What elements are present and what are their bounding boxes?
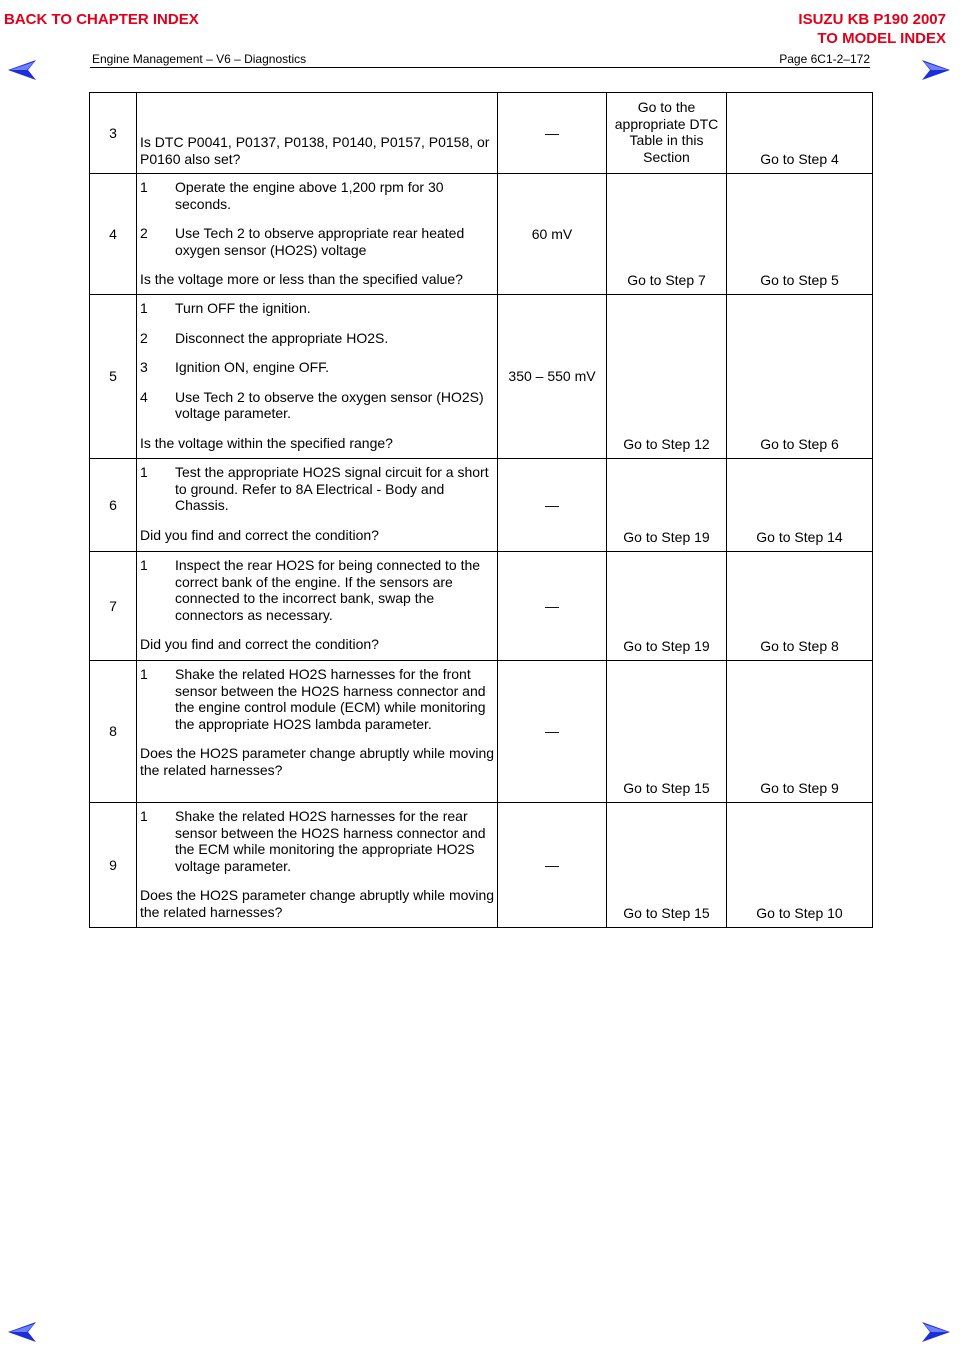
model-title[interactable]: ISUZU KB P190 2007: [798, 11, 946, 28]
to-model-index-link[interactable]: TO MODEL INDEX: [817, 30, 946, 47]
action-step: [140, 389, 495, 422]
action-step: [140, 557, 495, 623]
action-cell: [137, 552, 498, 661]
yes-action-link[interactable]: Go to Step 12: [607, 295, 727, 459]
table-row: [90, 295, 873, 459]
action-step-number: 1: [140, 557, 148, 573]
next-page-arrow-icon[interactable]: [922, 60, 950, 80]
question-text: Does the HO2S parameter change abruptly while moving the related harnesses?: [140, 887, 495, 920]
action-step-text: Disconnect the appropriate HO2S.: [175, 329, 389, 346]
action-cell: [137, 295, 498, 459]
question-text: Is DTC P0041, P0137, P0138, P0140, P0157, P0158, or P0160 also set?: [140, 134, 490, 167]
yes-action-link[interactable]: Go to Step 19: [607, 459, 727, 552]
no-action-link[interactable]: Go to Step 5: [727, 174, 873, 295]
yes-action-link[interactable]: Go to Step 19: [607, 552, 727, 661]
specified-value: —: [498, 459, 607, 552]
step-number: 4: [90, 174, 137, 295]
no-action-link[interactable]: Go to Step 6: [727, 295, 873, 459]
action-step-text: Ignition ON, engine OFF.: [175, 359, 330, 375]
action-cell: [137, 803, 498, 928]
action-step-number: 3: [140, 359, 148, 375]
document-title: Engine Management – V6 – Diagnostics: [92, 52, 307, 66]
no-action-link[interactable]: Go to Step 14: [727, 459, 873, 552]
previous-page-arrow-icon[interactable]: [8, 1322, 36, 1342]
action-step-number: 1: [140, 666, 148, 682]
table-row: [90, 661, 873, 803]
table-row: [90, 803, 873, 928]
action-step-text: Use Tech 2 to observe the oxygen sensor (HO2S) voltage parameter.: [175, 388, 484, 421]
step-number: 6: [90, 459, 137, 552]
question-text: Did you find and correct the condition?: [140, 636, 379, 652]
action-cell: [137, 93, 498, 174]
specified-value: —: [498, 803, 607, 928]
action-step: [140, 225, 495, 258]
previous-page-arrow-icon[interactable]: [8, 60, 36, 80]
action-cell: [137, 174, 498, 295]
action-cell: [137, 459, 498, 552]
action-step-text: Operate the engine above 1,200 rpm for 30 seconds.: [175, 179, 444, 212]
action-step: [140, 300, 495, 317]
no-action-link[interactable]: Go to Step 9: [727, 661, 873, 803]
diagnostic-table: [89, 92, 873, 928]
yes-action-link[interactable]: Go to the appropriate DTC Table in this Section: [607, 93, 727, 174]
action-step-number: 1: [140, 300, 148, 316]
yes-action-link[interactable]: Go to Step 15: [607, 803, 727, 928]
action-step: [140, 666, 495, 732]
step-number: 9: [90, 803, 137, 928]
question-text: Did you find and correct the condition?: [140, 526, 379, 543]
action-step-number: 2: [140, 329, 148, 346]
back-to-chapter-index-link[interactable]: BACK TO CHAPTER INDEX: [4, 11, 199, 28]
question-text: Does the HO2S parameter change abruptly while moving the related harnesses?: [140, 745, 495, 778]
action-step: [140, 464, 495, 514]
specified-value: 60 mV: [498, 174, 607, 295]
table-row: [90, 552, 873, 661]
step-number: 5: [90, 295, 137, 459]
no-action-link[interactable]: Go to Step 10: [727, 803, 873, 928]
specified-value: 350 – 550 mV: [498, 295, 607, 459]
action-step-text: Shake the related HO2S harnesses for the front sensor between the HO2S harness connector and the engine control module (ECM) while monitoring the appropriate HO2S lambda parameter.: [175, 666, 486, 732]
specified-value: —: [498, 93, 607, 174]
action-step-number: 1: [140, 464, 148, 480]
step-number: 7: [90, 552, 137, 661]
no-action-link[interactable]: Go to Step 8: [727, 552, 873, 661]
header-rule: [90, 67, 870, 68]
action-step-text: Use Tech 2 to observe appropriate rear heated oxygen sensor (HO2S) voltage: [175, 225, 465, 258]
action-step: [140, 330, 495, 347]
action-step: [140, 359, 495, 376]
specified-value: —: [498, 552, 607, 661]
action-step-number: 4: [140, 388, 148, 405]
action-step: [140, 179, 495, 212]
step-number: 8: [90, 661, 137, 803]
yes-action-link[interactable]: Go to Step 7: [607, 174, 727, 295]
table-row: [90, 174, 873, 295]
no-action-link[interactable]: Go to Step 4: [727, 93, 873, 174]
action-step-number: 1: [140, 179, 148, 195]
specified-value: —: [498, 661, 607, 803]
page-number: Page 6C1-2–172: [779, 52, 870, 66]
action-step-text: Test the appropriate HO2S signal circuit for a short to ground. Refer to 8A Electrical - Body and Chassis.: [175, 464, 489, 513]
action-step-text: Shake the related HO2S harnesses for the rear sensor between the HO2S harness connector and the ECM while monitoring the appropriate HO2S voltage parameter.: [175, 808, 486, 874]
action-cell: [137, 661, 498, 803]
action-step-text: Turn OFF the ignition.: [175, 300, 311, 316]
next-page-arrow-icon[interactable]: [922, 1322, 950, 1342]
action-step-number: 1: [140, 808, 148, 824]
question-text: Is the voltage within the specified range?: [140, 434, 393, 451]
action-step-text: Inspect the rear HO2S for being connected to the correct bank of the engine. If the sensors are connected to the incorrect bank, swap the connectors as necessary.: [175, 557, 481, 623]
question-text: Is the voltage more or less than the specified value?: [140, 271, 463, 287]
action-step-number: 2: [140, 225, 148, 241]
table-row: [90, 459, 873, 552]
table-row: [90, 93, 873, 174]
action-step: [140, 808, 495, 874]
yes-action-link[interactable]: Go to Step 15: [607, 661, 727, 803]
step-number: 3: [90, 93, 137, 174]
